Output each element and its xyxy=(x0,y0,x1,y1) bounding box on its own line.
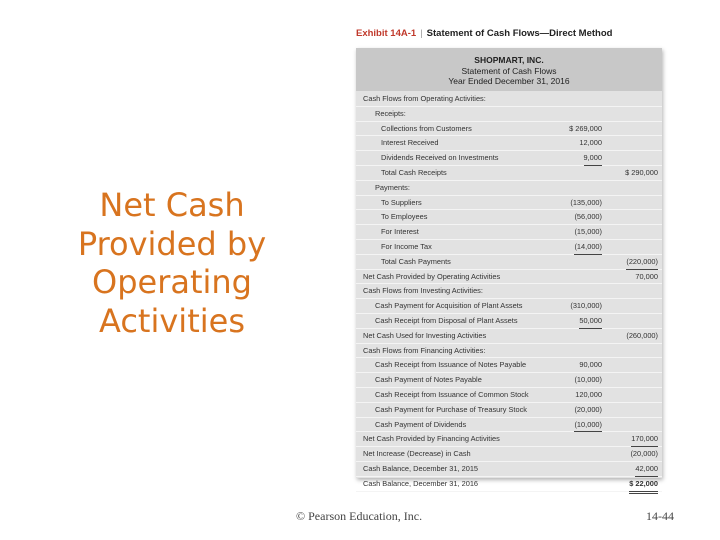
statement-row xyxy=(356,181,662,196)
statement-row xyxy=(356,329,662,344)
exhibit-number: Exhibit 14A-1 xyxy=(356,28,417,39)
statement-period: Year Ended December 31, 2016 xyxy=(448,76,570,86)
statement-name: Statement of Cash Flows xyxy=(461,65,557,76)
exhibit-heading xyxy=(356,28,612,39)
row-amount: 90,000 xyxy=(579,360,602,370)
row-label: Cash Receipt from Issuance of Notes Payable xyxy=(375,360,527,370)
row-amount: 50,000 xyxy=(579,314,602,329)
row-total: $ 290,000 xyxy=(625,167,658,177)
statement-row xyxy=(356,358,662,373)
row-label: Dividends Received on Investments xyxy=(381,153,499,163)
statement-row xyxy=(356,225,662,240)
statement-row xyxy=(356,373,662,388)
statement-row xyxy=(356,255,662,270)
row-amount: (14,000) xyxy=(574,240,602,255)
statement-header xyxy=(356,48,662,91)
row-amount: $ 269,000 xyxy=(569,123,602,133)
statement-row xyxy=(356,432,662,447)
row-label: For Income Tax xyxy=(381,241,432,251)
row-label: For Interest xyxy=(381,227,419,237)
row-label: Cash Flows from Operating Activities: xyxy=(363,94,486,103)
row-amount: (10,000) xyxy=(574,418,602,433)
slide-title-line: Activities xyxy=(99,301,245,340)
row-amount: 12,000 xyxy=(579,138,602,148)
row-total: (20,000) xyxy=(630,449,658,459)
statement-row xyxy=(356,151,662,166)
statement-row xyxy=(356,136,662,151)
row-label: Cash Balance, December 31, 2016 xyxy=(363,478,479,488)
statement-row xyxy=(356,447,662,462)
statement-row xyxy=(356,92,662,107)
statement-row xyxy=(356,240,662,255)
cash-flow-statement xyxy=(356,48,662,488)
exhibit-separator: | xyxy=(420,28,423,39)
slide-title-line: Operating xyxy=(92,263,252,301)
row-label: Cash Payment for Purchase of Treasury Stock xyxy=(375,404,527,414)
statement-row xyxy=(356,344,662,359)
row-total: (220,000) xyxy=(626,255,658,270)
row-label: Net Cash Provided by Operating Activities xyxy=(363,271,501,281)
statement-row xyxy=(356,107,662,122)
statement-row xyxy=(356,210,662,225)
row-label: Cash Receipt from Disposal of Plant Assets xyxy=(375,315,518,325)
slide-title xyxy=(62,186,282,340)
statement-row xyxy=(356,477,662,492)
row-amount: (135,000) xyxy=(570,197,602,207)
row-label: Cash Receipt from Issuance of Common Stock xyxy=(375,389,529,399)
row-amount: 120,000 xyxy=(575,389,602,399)
row-label: Cash Payment of Notes Payable xyxy=(375,375,482,385)
slide-title-line: Net Cash xyxy=(99,186,245,224)
row-total: 70,000 xyxy=(635,271,658,281)
row-label: To Suppliers xyxy=(381,197,422,207)
row-label: Cash Balance, December 31, 2015 xyxy=(363,463,479,473)
row-label: Receipts: xyxy=(375,108,406,118)
row-label: Cash Flows from Investing Activities: xyxy=(363,286,483,296)
row-amount: (10,000) xyxy=(574,375,602,385)
statement-row xyxy=(356,166,662,181)
slide-title-line: Provided by xyxy=(77,224,267,263)
row-label: Cash Payment of Dividends xyxy=(375,419,467,429)
row-amount: 9,000 xyxy=(584,151,603,166)
row-amount: (15,000) xyxy=(574,227,602,237)
row-label: Total Cash Payments xyxy=(381,256,451,266)
row-amount: (20,000) xyxy=(574,404,602,414)
row-total: 170,000 xyxy=(631,432,658,447)
row-total: (260,000) xyxy=(626,330,658,340)
statement-row xyxy=(356,462,662,477)
exhibit-title: Statement of Cash Flows—Direct Method xyxy=(426,28,613,39)
row-total: $ 22,000 xyxy=(629,477,658,494)
company-name: SHOPMART, INC. xyxy=(474,55,544,65)
statement-rows xyxy=(356,92,662,492)
row-label: Total Cash Receipts xyxy=(381,167,447,177)
statement-row xyxy=(356,270,662,285)
row-amount: (56,000) xyxy=(574,212,602,222)
page-number: 14-44 xyxy=(646,509,674,523)
row-label: Payments: xyxy=(375,182,410,192)
row-label: Collections from Customers xyxy=(381,123,472,133)
row-label: Net Cash Provided by Financing Activities xyxy=(363,434,500,444)
row-label: To Employees xyxy=(381,212,428,222)
row-label: Net Cash Used for Investing Activities xyxy=(363,330,487,340)
statement-row xyxy=(356,388,662,403)
row-total: 42,000 xyxy=(635,462,658,477)
statement-row xyxy=(356,299,662,314)
statement-row xyxy=(356,122,662,137)
statement-row xyxy=(356,418,662,433)
statement-row xyxy=(356,314,662,329)
row-label: Interest Received xyxy=(381,138,439,148)
row-label: Net Increase (Decrease) in Cash xyxy=(363,449,471,459)
copyright-footer: © Pearson Education, Inc. xyxy=(296,509,423,523)
statement-row xyxy=(356,284,662,299)
row-label: Cash Payment for Acquisition of Plant Assets xyxy=(375,301,523,311)
row-label: Cash Flows from Financing Activities: xyxy=(363,345,486,355)
row-amount: (310,000) xyxy=(570,301,602,311)
statement-row xyxy=(356,196,662,211)
statement-row xyxy=(356,403,662,418)
